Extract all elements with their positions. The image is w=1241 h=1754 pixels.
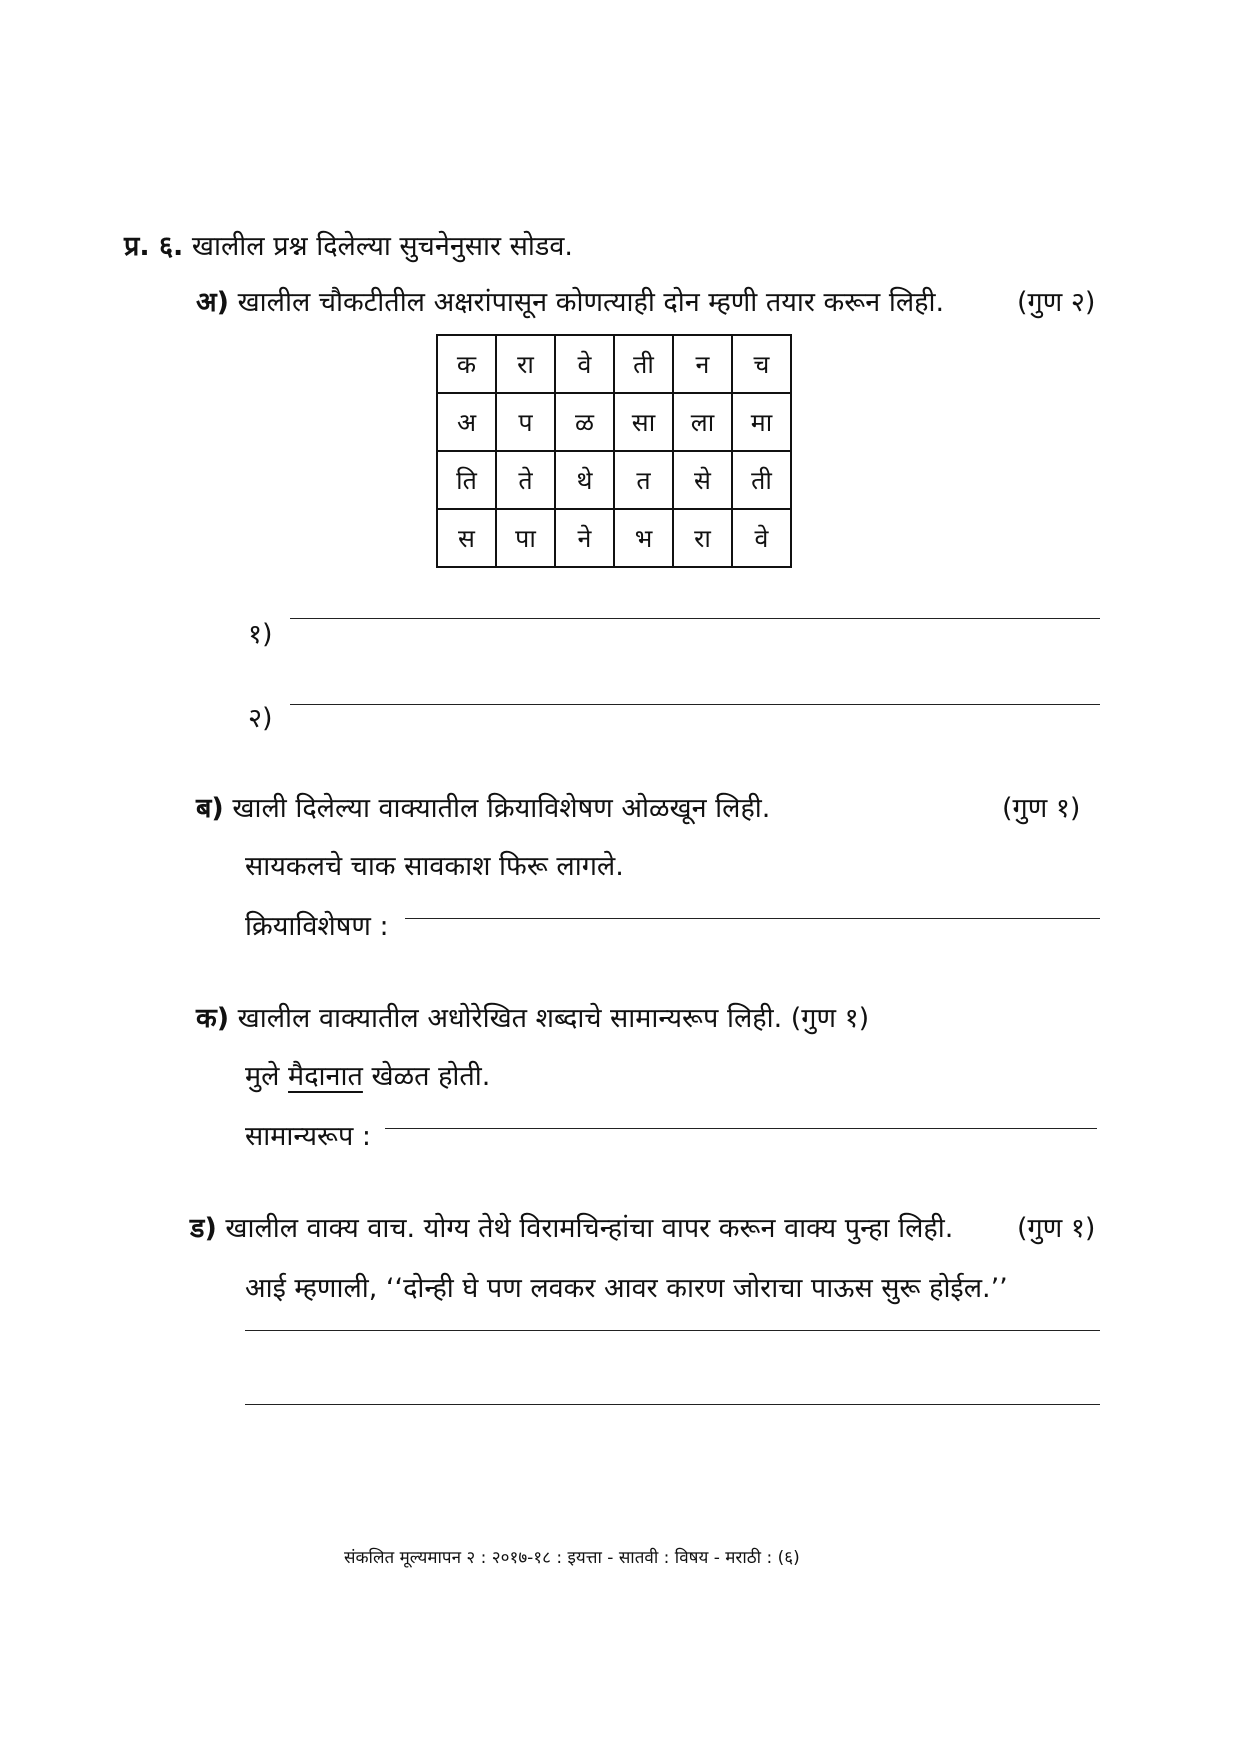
rewrite-answer-line-2[interactable]	[245, 1404, 1100, 1405]
grid-cell: ती	[614, 335, 673, 393]
part-b-instruction: खाली दिलेल्या वाक्यातील क्रियाविशेषण ओळखून लिही.	[232, 793, 771, 824]
common-form-answer-label: सामान्यरूप :	[245, 1121, 372, 1152]
part-a-marks: (गुण २)	[1017, 287, 1096, 318]
grid-cell: वे	[555, 335, 614, 393]
grid-cell: न	[673, 335, 732, 393]
grid-cell: रा	[673, 509, 732, 567]
grid-row	[437, 335, 791, 393]
rewrite-answer-line-1[interactable]	[245, 1330, 1100, 1331]
grid-cell: थे	[555, 451, 614, 509]
grid-cell: ळ	[555, 393, 614, 451]
grid-cell: ला	[673, 393, 732, 451]
grid-cell: रा	[496, 335, 555, 393]
grid-cell: ते	[496, 451, 555, 509]
grid-cell: प	[496, 393, 555, 451]
grid-cell: ति	[437, 451, 496, 509]
grid-cell: ती	[732, 451, 791, 509]
answer-label-1: १)	[248, 619, 273, 650]
grid-cell: च	[732, 335, 791, 393]
grid-cell: से	[673, 451, 732, 509]
part-b-label: ब)	[196, 793, 224, 824]
grid-cell: भ	[614, 509, 673, 567]
common-form-answer-line[interactable]	[385, 1128, 1097, 1129]
part-c-marks: (गुण १)	[790, 1003, 870, 1034]
adverb-answer-line[interactable]	[405, 918, 1100, 919]
part-d-marks: (गुण १)	[1017, 1213, 1096, 1244]
question-title: खालील प्रश्न दिलेल्या सुचनेनुसार सोडव.	[191, 231, 573, 262]
sentence-end: खेळत होती.	[371, 1061, 491, 1092]
grid-row	[437, 451, 791, 509]
part-a-instruction: खालील चौकटीतील अक्षरांपासून कोणत्याही दोन म्हणी तयार करून लिही.	[237, 287, 945, 318]
part-d-label: ड)	[190, 1213, 217, 1244]
part-a-instruction-row	[196, 282, 944, 319]
page-footer: संकलित मूल्यमापन २ : २०१७-१८ : इयत्ता - सातवी : विषय - मराठी : (६)	[344, 1548, 800, 1568]
answer-line-2[interactable]	[290, 704, 1100, 705]
grid-cell: वे	[732, 509, 791, 567]
part-c-instruction: खालील वाक्यातील अधोरेखित शब्दाचे सामान्यरूप लिही.	[237, 1003, 783, 1034]
grid-row	[437, 509, 791, 567]
part-a-label: अ)	[196, 287, 229, 318]
part-b-marks: (गुण १)	[1002, 793, 1081, 824]
answer-line-1[interactable]	[290, 618, 1100, 619]
grid-cell: मा	[732, 393, 791, 451]
question-number: प्र. ६.	[124, 231, 184, 262]
adverb-answer-label: क्रियाविशेषण :	[245, 911, 389, 942]
part-d-sentence: आई म्हणाली, ‘‘दोन्ही घे पण लवकर आवर कारण जोराचा पाऊस सुरू होईल.’’	[245, 1273, 1008, 1304]
grid-cell: त	[614, 451, 673, 509]
part-b-sentence: सायकलचे चाक सावकाश फिरू लागले.	[245, 851, 624, 882]
answer-label-2: २)	[248, 703, 273, 734]
sentence-start: मुले	[245, 1061, 280, 1092]
part-c-label: क)	[196, 1003, 230, 1034]
grid-row	[437, 393, 791, 451]
grid-cell: सा	[614, 393, 673, 451]
grid-cell: पा	[496, 509, 555, 567]
part-c-instruction-row	[196, 998, 869, 1035]
grid-cell: अ	[437, 393, 496, 451]
question-heading	[124, 226, 573, 263]
grid-cell: क	[437, 335, 496, 393]
letter-grid	[436, 334, 792, 568]
part-b-instruction-row	[196, 788, 770, 825]
part-c-sentence	[245, 1056, 490, 1093]
underlined-word: मैदानात	[288, 1061, 363, 1092]
part-d-instruction-row	[190, 1208, 953, 1245]
grid-cell: ने	[555, 509, 614, 567]
grid-cell: स	[437, 509, 496, 567]
part-d-instruction: खालील वाक्य वाच. योग्य तेथे विरामचिन्हांचा वापर करून वाक्य पुन्हा लिही.	[225, 1213, 954, 1244]
